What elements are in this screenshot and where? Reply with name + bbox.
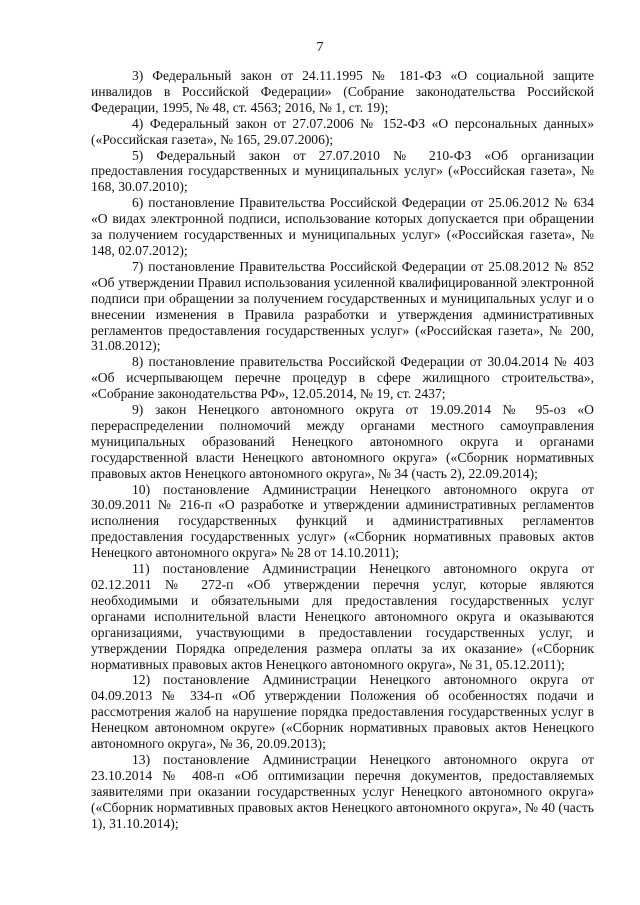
list-item: 11) постановление Администрации Ненецкого автономного округа от 02.12.2011 № 272-п «Об утверждении перечня услуг, которые являются необходимыми и обязательными для предоставления государственных услуг органами исполнительной власти Ненецкого автономного округа и оказываются организациями, участвующими в предоставлении государственных услуг, и утверждении Порядка определения размера оплаты за их оказание» («Сборник нормативных правовых актов Ненецкого автономного округа», № 31, 05.12.2011);: [91, 561, 594, 672]
list-item: 5) Федеральный закон от 27.07.2010 № 210-ФЗ «Об организации предоставления государственных и муниципальных услуг» («Российская газета», № 168, 30.07.2010);: [91, 147, 594, 195]
list-item: 10) постановление Администрации Ненецкого автономного округа от 30.09.2011 № 216-п «О разработке и утверждении административных регламентов исполнения государственных функций и административных регламентов предоставления государственных услуг» («Сборник нормативных правовых актов Ненецкого автономного округа» № 28 от 14.10.2011);: [91, 481, 594, 561]
list-item: 6) постановление Правительства Российской Федерации от 25.06.2012 № 634 «О видах электронной подписи, использование которых допускается при обращении за получением государственных и муниципальных услуг» («Российская газета», № 148, 02.07.2012);: [91, 195, 594, 258]
page-number: 7: [316, 40, 324, 55]
list-item: 8) постановление правительства Российской Федерации от 30.04.2014 № 403 «Об исчерпывающем перечне процедур в сфере жилищного строительства», «Собрание законодательства РФ», 12.05.2014, № 19, ст. 2437;: [91, 354, 594, 402]
list-item: 7) постановление Правительства Российской Федерации от 25.08.2012 № 852 «Об утверждении Правил использования усиленной квалифицированной электронной подписи при обращении за получением государственных и муниципальных услуг и о внесении изменения в Правила разработки и утверждения административных регламентов предоставления государственных услуг» («Российская газета», № 200, 31.08.2012);: [91, 258, 594, 354]
list-item: 4) Федеральный закон от 27.07.2006 № 152-ФЗ «О персональных данных» («Российская газета», № 165, 29.07.2006);: [91, 115, 594, 147]
list-item: 3) Федеральный закон от 24.11.1995 № 181-ФЗ «О социальной защите инвалидов в Российской Федерации» (Собрание законодательства Российской Федерации, 1995, № 48, ст. 4563; 2016, № 1, ст. 19);: [91, 68, 594, 115]
list-item: 12) постановление Администрации Ненецкого автономного округа от 04.09.2013 № 334-п «Об утверждении Положения об особенностях подачи и рассмотрения жалоб на нарушение порядка предоставления государственных услуг в Ненецком автономном округе» («Сборник нормативных правовых актов Ненецкого автономного округа», № 36, 20.09.2013);: [91, 672, 594, 752]
list-item: 13) постановление Администрации Ненецкого автономного округа от 23.10.2014 № 408-п «Об оптимизации перечня документов, предоставляемых заявителями при оказании государственных услуг Ненецкого автономного округа» («Сборник нормативных правовых актов Ненецкого автономного округа», № 40 (часть 1), 31.10.2014);: [91, 751, 594, 831]
list-item: 9) закон Ненецкого автономного округа от 19.09.2014 № 95-оз «О перераспределении полномочий между органами местного самоуправления муниципальных образований Ненецкого автономного округа и органами государственной власти Ненецкого автономного округа» («Сборник нормативных правовых актов Ненецкого автономного округа», № 34 (часть 2), 22.09.2014);: [91, 402, 594, 481]
legal-basis-list: [91, 68, 594, 832]
